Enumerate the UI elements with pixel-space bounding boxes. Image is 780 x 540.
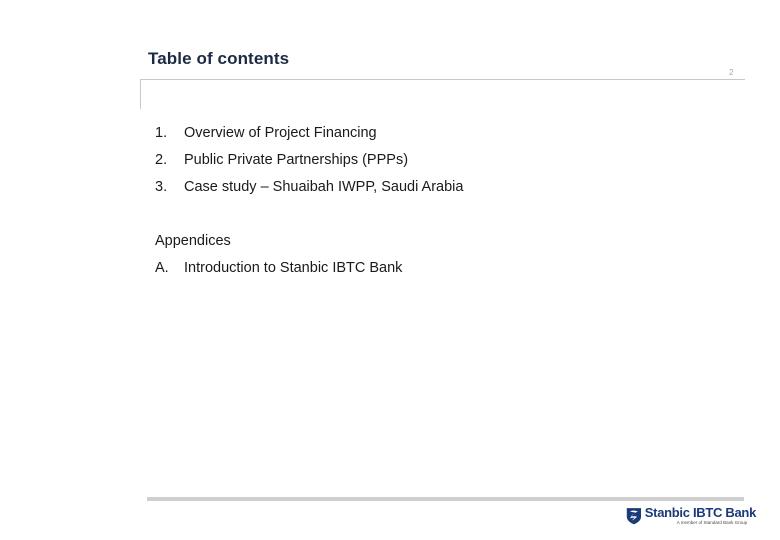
- appendices-heading: Appendices: [155, 233, 231, 249]
- appendix-list: [155, 259, 402, 277]
- logo-tagline: A member of Standard Bank Group: [676, 520, 748, 525]
- logo-text: [645, 505, 756, 526]
- toc-item-number: 2.: [155, 152, 168, 168]
- footer-rule: [147, 497, 744, 501]
- toc-item-number: 3.: [155, 179, 168, 195]
- toc-item-label: Overview of Project Financing: [184, 125, 377, 141]
- appendix-item-label: Introduction to Stanbic IBTC Bank: [184, 260, 403, 276]
- toc-item: [155, 178, 463, 205]
- appendix-item-letter: A.: [155, 260, 169, 276]
- toc-item: [155, 124, 463, 151]
- logo-name: Stanbic IBTC Bank: [644, 505, 756, 520]
- toc-item: [155, 151, 463, 178]
- toc-item-label: Public Private Partnerships (PPPs): [184, 152, 409, 168]
- title-rule-tick: [140, 79, 141, 109]
- appendix-item: [155, 259, 402, 277]
- bank-logo: [626, 505, 756, 531]
- page-number: 2: [729, 68, 734, 77]
- toc-item-number: 1.: [155, 125, 168, 141]
- toc-item-label: Case study – Shuaibah IWPP, Saudi Arabia: [184, 179, 464, 195]
- title-rule: [140, 79, 745, 80]
- toc-list: [155, 124, 463, 205]
- slide-title: Table of contents: [148, 49, 290, 68]
- shield-icon: [626, 505, 642, 527]
